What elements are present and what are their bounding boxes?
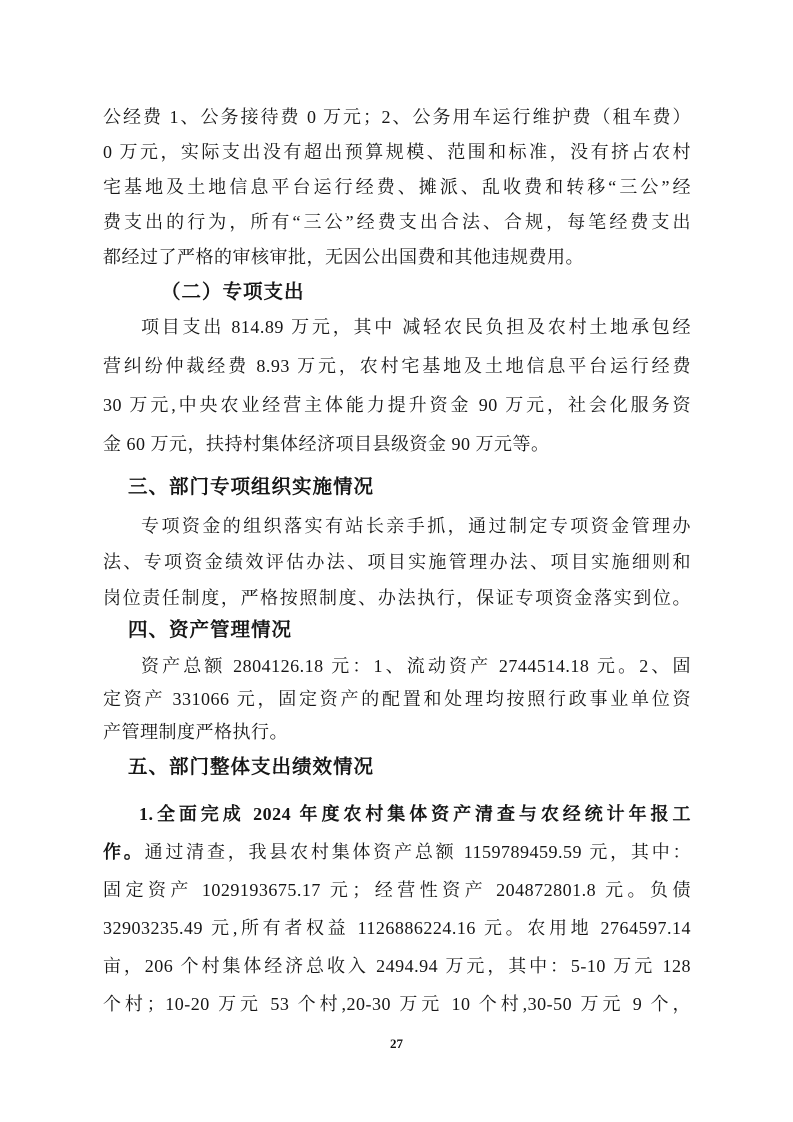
text-line: 32903235.49 元,所有者权益 1126886224.16 元。农用地 2764597.14 <box>103 918 691 938</box>
paragraph-performance <box>103 795 691 1023</box>
text-line: 专项资金的组织落实有站长亲手抓，通过制定专项资金管理办 <box>141 516 691 536</box>
page-number: 27 <box>390 1036 403 1051</box>
text-line: 产管理制度严格执行。 <box>103 722 288 742</box>
regular-run: 通过清查，我县农村集体资产总额 1159789459.59 元，其中： <box>144 842 691 862</box>
heading-performance: 五、部门整体支出绩效情况 <box>128 757 375 778</box>
text-line: 岗位责任制度，严格按照制度、办法执行，保证专项资金落实到位。 <box>103 588 691 608</box>
text-line: 固定资产 1029193675.17 元；经营性资产 204872801.8 元。负债 <box>103 880 691 900</box>
text-line <box>103 833 691 871</box>
text-line: 定资产 331066 元，固定资产的配置和处理均按照行政事业单位资 <box>103 689 691 709</box>
bold-run: 作。 <box>103 842 145 862</box>
paragraph-expense-continuation <box>103 100 691 275</box>
text-line: 金 60 万元，扶持村集体经济项目县级资金 90 万元等。 <box>103 434 550 454</box>
heading-org-implementation: 三、部门专项组织实施情况 <box>128 477 375 498</box>
paragraph-org-implementation <box>103 508 691 616</box>
text-line: 公经费 1、公务接待费 0 万元；2、公务用车运行维护费（租车费） <box>103 107 691 127</box>
text-line: 营纠纷仲裁经费 8.93 万元，农村宅基地及土地信息平台运行经费 <box>103 356 691 376</box>
text-line: 项目支出 814.89 万元，其中 减轻农民负担及农村土地承包经 <box>141 317 691 337</box>
text-line: 费支出的行为，所有“三公”经费支出合法、合规，每笔经费支出 <box>103 212 691 232</box>
heading-asset-management: 四、资产管理情况 <box>128 620 293 641</box>
heading-special-expenditure: （二）专项支出 <box>161 282 305 303</box>
paragraph-project-expenditure <box>103 308 691 464</box>
text-line: 法、专项资金绩效评估办法、项目实施管理办法、项目实施细则和 <box>103 552 691 572</box>
text-line: 宅基地及土地信息平台运行经费、摊派、乱收费和转移“三公”经 <box>103 177 691 197</box>
text-line: 个村；10-20 万元 53 个村,20-30 万元 10 个村,30-50 万元 9 个， <box>103 994 691 1014</box>
text-line: 1.全面完成 2024 年度农村集体资产清查与农经统计年报工 <box>139 804 691 824</box>
paragraph-asset-management <box>103 650 691 749</box>
text-line: 0 万元，实际支出没有超出预算规模、范围和标准，没有挤占农村 <box>103 142 691 162</box>
text-line: 30 万元,中央农业经营主体能力提升资金 90 万元，社会化服务资 <box>103 395 691 415</box>
text-line: 资产总额 2804126.18 元：1、流动资产 2744514.18 元。2、固 <box>141 656 691 676</box>
text-line: 都经过了严格的审核审批，无因公出国费和其他违规费用。 <box>103 247 584 267</box>
text-line: 亩，206 个村集体经济总收入 2494.94 万元，其中：5-10 万元 128 <box>103 956 691 976</box>
